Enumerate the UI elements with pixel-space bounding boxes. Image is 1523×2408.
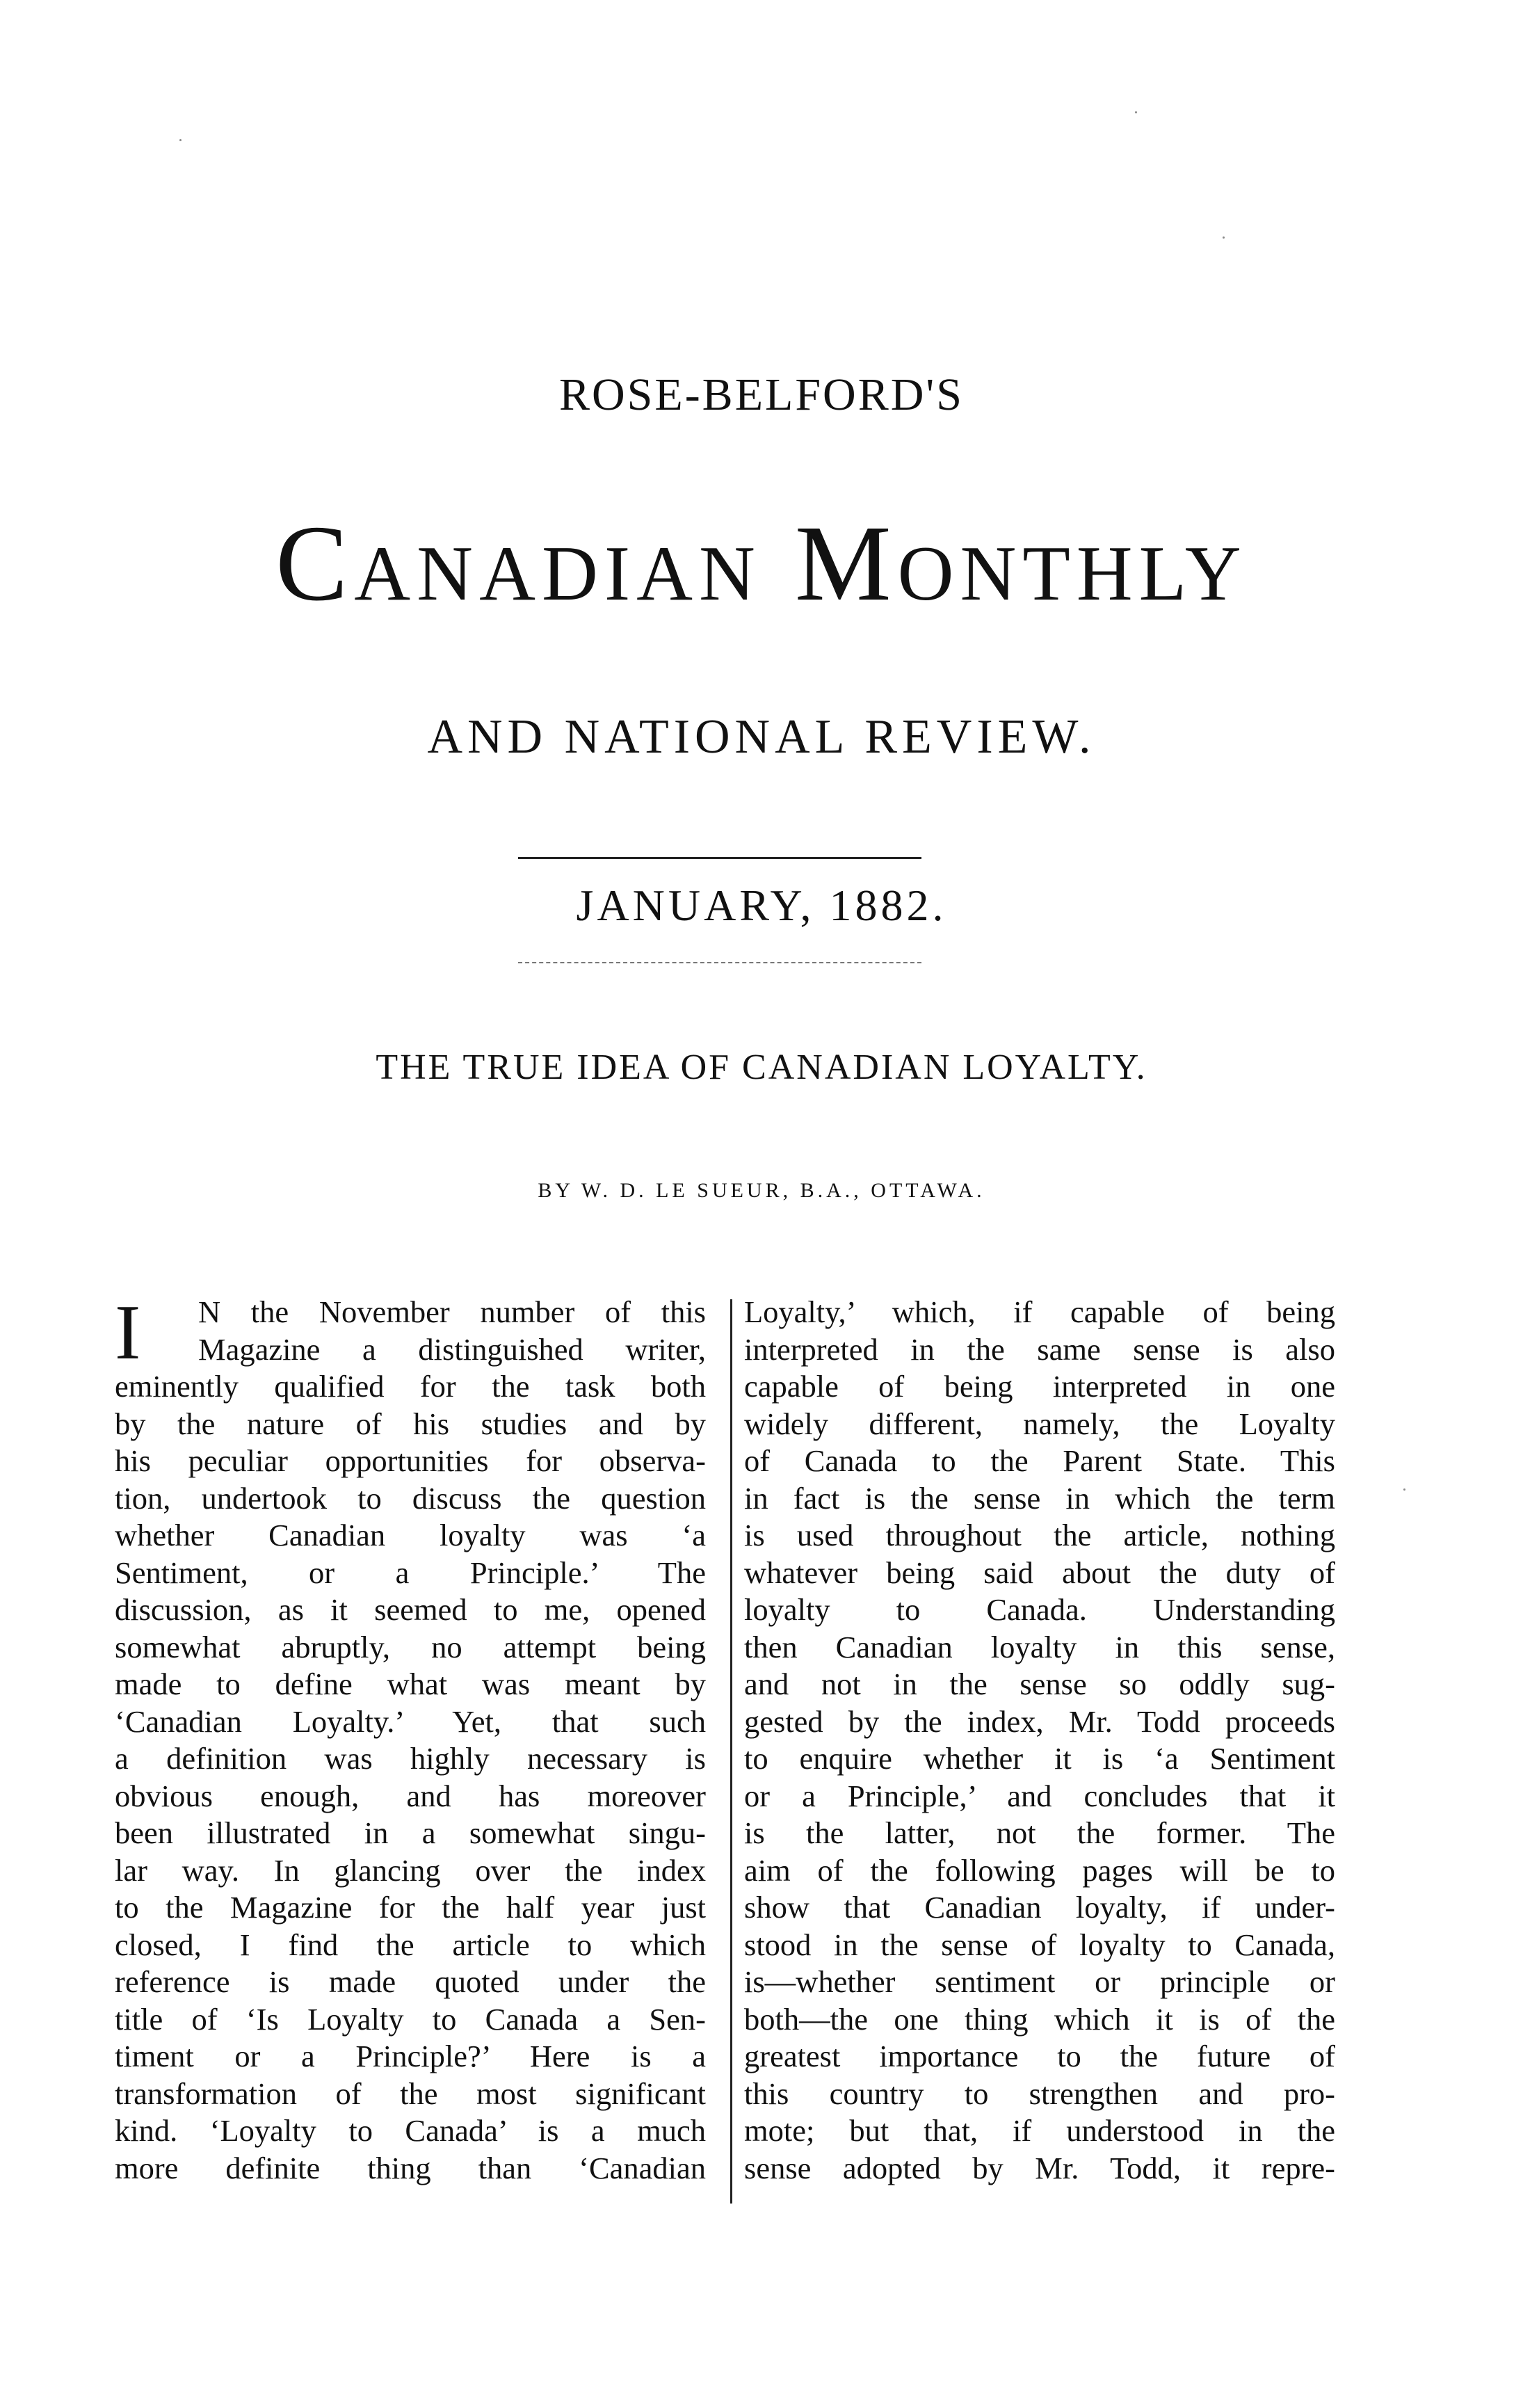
masthead-title [0,501,1523,626]
text-line: a definition was highly necessary is [115,1741,706,1776]
text-line: in fact is the sense in which the term [744,1480,1335,1516]
masthead-title-initial: C [275,503,355,623]
text-line: eminently qualified for the task both [115,1369,706,1404]
text-line: transformation of the most significant [115,2076,706,2111]
page-speck [1135,111,1137,113]
text-column-right [744,1294,1335,2187]
text-line: somewhat abruptly, no attempt being [115,1629,706,1664]
text-line: sense adopted by Mr. Todd, it repre- [744,2150,1335,2185]
text-line: kind. ‘Loyalty to Canada’ is a much [115,2113,706,2148]
text-line: to the Magazine for the half year just [115,1890,706,1925]
text-line: whether Canadian loyalty was ‘a [115,1518,706,1552]
page-speck [179,139,182,141]
text-line: closed, I find the article to which [115,1927,706,1962]
text-line: Sentiment, or a Principle.’ The [115,1555,706,1590]
masthead-subtitle: AND NATIONAL REVIEW. [427,710,1096,764]
text-line: Magazine a distinguished writer, [198,1331,706,1367]
text-line: more definite thing than ‘Canadian [115,2150,706,2185]
divider-rule [518,857,921,859]
text-line: timent or a Principle?’ Here is a [115,2039,706,2073]
text-line: obvious enough, and has moreover [115,1778,706,1813]
text-column-left [115,1290,706,2187]
text-line: or a Principle,’ and concludes that it [744,1778,1335,1813]
text-line: capable of being interpreted in one [744,1369,1335,1404]
text-line: is—whether sentiment or principle or [744,1964,1335,1999]
masthead-publisher: ROSE-BELFORD'S [559,369,964,420]
text-line: by the nature of his studies and by [115,1406,706,1441]
text-line: aim of the following pages will be to [744,1852,1335,1888]
text-line: to enquire whether it is ‘a Sentiment [744,1741,1335,1776]
masthead-title-rest: ONTHLY [897,531,1248,617]
text-line: his peculiar opportunities for observa- [115,1443,706,1478]
text-line: reference is made quoted under the [115,1964,706,1999]
text-line: Loyalty,’ which, if capable of being [744,1294,1335,1329]
masthead-title-initial: M [794,503,898,623]
text-line: show that Canadian loyalty, if under- [744,1890,1335,1925]
text-line: lar way. In glancing over the index [115,1852,706,1888]
text-line: mote; but that, if understood in the [744,2113,1335,2148]
divider-rule-dashed [518,962,921,963]
text-line: gested by the index, Mr. Todd proceeds [744,1703,1335,1739]
article-title: THE TRUE IDEA OF CANADIAN LOYALTY. [376,1048,1147,1087]
text-line: then Canadian loyalty in this sense, [744,1629,1335,1664]
text-line: both—the one thing which it is of the [744,2001,1335,2037]
text-line: is the latter, not the former. The [744,1815,1335,1850]
text-line: stood in the sense of loyalty to Canada, [744,1927,1335,1962]
text-line: tion, undertook to discuss the question [115,1480,706,1516]
text-line: ‘Canadian Loyalty.’ Yet, that such [115,1703,706,1739]
text-line: of Canada to the Parent State. This [744,1443,1335,1478]
page-speck [1403,1488,1405,1491]
article-byline: BY W. D. LE SUEUR, B.A., OTTAWA. [538,1179,985,1202]
column-divider [730,1299,732,2204]
text-line: this country to strengthen and pro- [744,2076,1335,2111]
text-line: greatest importance to the future of [744,2039,1335,2073]
text-line: whatever being said about the duty of [744,1555,1335,1590]
text-line: and not in the sense so oddly sug- [744,1667,1335,1701]
text-line: discussion, as it seemed to me, opened [115,1592,706,1627]
text-line: title of ‘Is Loyalty to Canada a Sen- [115,2001,706,2037]
masthead-title-rest: ANADIAN [354,531,762,617]
text-line: been illustrated in a somewhat singu- [115,1815,706,1850]
page-speck [1223,236,1225,239]
text-line: N the November number of this [198,1294,706,1329]
text-line: loyalty to Canada. Understanding [744,1592,1335,1627]
drop-cap: I [115,1290,141,1376]
text-line: made to define what was meant by [115,1667,706,1701]
text-line: interpreted in the same sense is also [744,1331,1335,1367]
text-line: widely different, namely, the Loyalty [744,1406,1335,1441]
text-line: is used throughout the article, nothing [744,1518,1335,1552]
issue-date: JANUARY, 1882. [576,881,947,930]
